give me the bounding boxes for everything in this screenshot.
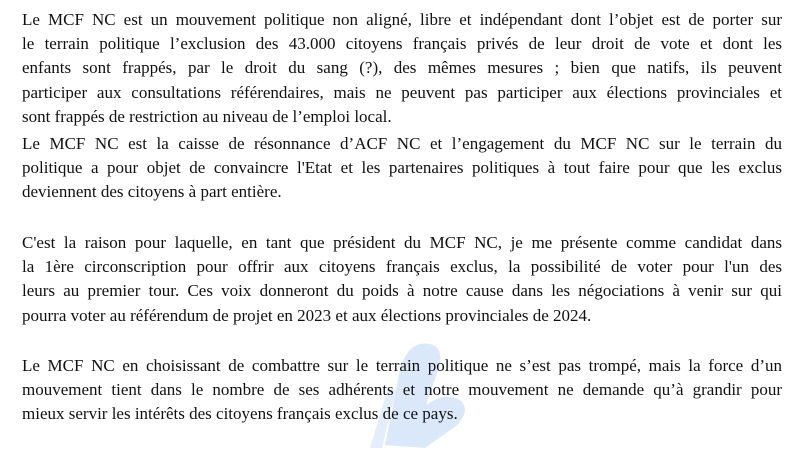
paragraph-line: Le MCF NC est la caisse de résonnance d’ACF NC et l’engagement du MCF NC sur le terrain du: [22, 134, 782, 153]
paragraph-line: le terrain politique l’exclusion des 43.000 citoyens français privés de leur droit de vote et dont les: [22, 34, 782, 54]
paragraph-line: deviennent des citoyens à part entière.: [22, 182, 282, 202]
paragraph-2: [22, 132, 782, 205]
paragraph-line: enfants sont frappés, par le droit du sang (?), des mêmes mesures ; bien que natifs, ils peuvent: [22, 58, 782, 78]
paragraph-line: la 1ère circonscription pour offrir aux citoyens français exclus, la possibilité de voter pour l'un des: [22, 257, 782, 277]
paragraph-line: participer aux consultations référendaires, mais ne peuvent pas participer aux élections provinciales et: [22, 82, 782, 102]
paragraph-line: mouvement tient dans le nombre de ses adhérents et notre mouvement ne demande qu’à grandir pour: [22, 380, 782, 400]
paragraph-line: mieux servir les intérêts des citoyens français exclus de ce pays.: [22, 404, 458, 424]
paragraph-line: politique a pour objet de convaincre l'Etat et les partenaires politiques à tout faire pour que les exclus: [22, 158, 782, 178]
paragraph-4: [22, 354, 782, 427]
paragraph-line: pourra voter au référendum de projet en 2023 et aux élections provinciales de 2024.: [22, 305, 592, 325]
paragraph-line: leurs au premier tour. Ces voix donneront du poids à notre cause dans les négociations à venir sur qui: [22, 281, 782, 301]
paragraph-line: Le MCF NC est un mouvement politique non aligné, libre et indépendant dont l’objet est de porter sur: [22, 10, 782, 29]
paragraph-1: [22, 8, 782, 129]
paragraph-line: sont frappés de restriction au niveau de l’emploi local.: [22, 106, 392, 126]
paragraph-line: Le MCF NC en choisissant de combattre sur le terrain politique ne s’est pas trompé, mais la force d’un: [22, 356, 782, 375]
paragraph-line: C'est la raison pour laquelle, en tant que président du MCF NC, je me présente comme candidat dans: [22, 233, 782, 252]
paragraph-3: [22, 231, 782, 328]
